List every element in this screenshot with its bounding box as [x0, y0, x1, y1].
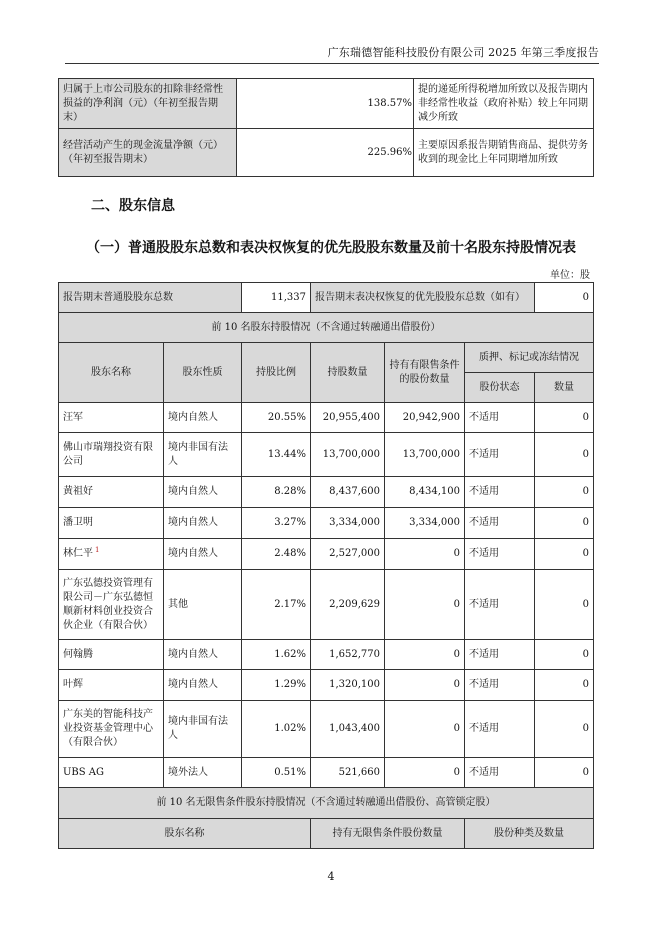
holder-restricted: 0 — [385, 570, 465, 640]
holder-count: 0 — [535, 539, 594, 570]
col-header-qty: 持股数量 — [311, 343, 385, 403]
holder-status: 不适用 — [465, 508, 535, 539]
holder-name: 何翰腾 — [59, 640, 164, 670]
table-row — [59, 79, 594, 129]
holder-nature: 境内非国有法人 — [164, 701, 242, 758]
holder-nature: 境内自然人 — [164, 539, 242, 570]
holder-ratio: 1.02% — [242, 701, 311, 758]
holder-status: 不适用 — [465, 670, 535, 701]
top10-title-row — [59, 313, 594, 343]
holder-status: 不适用 — [465, 570, 535, 640]
table-row — [59, 477, 594, 508]
footnote-marker[interactable]: 1 — [95, 545, 100, 554]
holder-status: 不适用 — [465, 477, 535, 508]
holder-name: 叶辉 — [59, 670, 164, 701]
total-holders-label: 报告期末普通股股东总数 — [59, 283, 242, 313]
unit-label: 单位：股 — [550, 270, 590, 281]
table-row — [59, 758, 594, 788]
unrestricted-col-name: 股东名称 — [59, 819, 311, 849]
holder-qty: 20,955,400 — [311, 403, 385, 433]
table-row — [59, 539, 594, 570]
reason-cell: 提的递延所得税增加所致以及报告期内非经常性收益（政府补贴）较上年同期减少所致 — [414, 79, 594, 129]
holder-nature: 境内自然人 — [164, 508, 242, 539]
holder-restricted: 13,700,000 — [385, 433, 465, 477]
page-number: 4 — [327, 870, 335, 883]
holder-nature: 境内自然人 — [164, 640, 242, 670]
holder-qty: 2,527,000 — [311, 539, 385, 570]
holder-restricted: 0 — [385, 539, 465, 570]
holder-status: 不适用 — [465, 640, 535, 670]
holder-qty: 8,437,600 — [311, 477, 385, 508]
holder-count: 0 — [535, 640, 594, 670]
table-row — [59, 508, 594, 539]
header-rule — [65, 63, 599, 64]
holder-qty: 1,320,100 — [311, 670, 385, 701]
holder-name: 广东美的智能科技产业投资基金管理中心（有限合伙） — [59, 701, 164, 758]
holder-count: 0 — [535, 670, 594, 701]
holder-ratio: 13.44% — [242, 433, 311, 477]
holder-count: 0 — [535, 570, 594, 640]
pref-holders-label: 报告期末表决权恢复的优先股股东总数（如有） — [311, 283, 535, 313]
holder-ratio: 1.29% — [242, 670, 311, 701]
holder-ratio: 2.48% — [242, 539, 311, 570]
table-row — [59, 670, 594, 701]
holder-count: 0 — [535, 701, 594, 758]
holder-name: 佛山市瑞翔投资有限公司 — [59, 433, 164, 477]
holder-nature: 境内自然人 — [164, 670, 242, 701]
holder-ratio: 1.62% — [242, 640, 311, 670]
reason-cell: 主要原因系报告期销售商品、提供劳务收到的现金比上年同期增加所致 — [414, 129, 594, 177]
holder-status: 不适用 — [465, 758, 535, 788]
holder-name: 汪军 — [59, 403, 164, 433]
report-header: 广东瑞德智能科技股份有限公司 2025 年第三季度报告 — [327, 46, 599, 59]
holder-restricted: 20,942,900 — [385, 403, 465, 433]
col-header-pledge: 质押、标记或冻结情况 — [465, 343, 594, 373]
col-header-ratio: 持股比例 — [242, 343, 311, 403]
change-reason-table — [58, 78, 594, 177]
holder-qty: 1,652,770 — [311, 640, 385, 670]
holder-name: 潘卫明 — [59, 508, 164, 539]
item-cell: 经营活动产生的现金流量净额（元）（年初至报告期末） — [59, 129, 237, 177]
unrestricted-title-row — [59, 788, 594, 819]
holder-qty: 3,334,000 — [311, 508, 385, 539]
col-header-restricted: 持有有限售条件的股份数量 — [385, 343, 465, 403]
ratio-cell: 225.96% — [237, 129, 414, 177]
holder-name: UBS AG — [59, 758, 164, 788]
col-header-name: 股东名称 — [59, 343, 164, 403]
holder-nature: 其他 — [164, 570, 242, 640]
unrestricted-col-qty: 持有无限售条件股份数量 — [311, 819, 465, 849]
section-title: 二、股东信息 — [91, 198, 175, 214]
holder-count: 0 — [535, 403, 594, 433]
subsection-title: （一）普通股股东总数和表决权恢复的优先股股东数量及前十名股东持股情况表 — [86, 240, 576, 256]
holder-nature: 境内自然人 — [164, 403, 242, 433]
holder-count: 0 — [535, 433, 594, 477]
holder-nature: 境内非国有法人 — [164, 433, 242, 477]
holder-count: 0 — [535, 758, 594, 788]
table-row — [59, 129, 594, 177]
unrestricted-header-row — [59, 819, 594, 849]
unrestricted-title: 前 10 名无限售条件股东持股情况（不含通过转融通出借股份、高管锁定股） — [59, 788, 594, 819]
table-row — [59, 403, 594, 433]
holder-nature: 境内自然人 — [164, 477, 242, 508]
holder-status: 不适用 — [465, 701, 535, 758]
total-holders-value: 11,337 — [242, 283, 311, 313]
holder-restricted: 8,434,100 — [385, 477, 465, 508]
table-row — [59, 640, 594, 670]
col-header-nature: 股东性质 — [164, 343, 242, 403]
holder-qty: 521,660 — [311, 758, 385, 788]
holder-name: 黄祖好 — [59, 477, 164, 508]
table-row — [59, 570, 594, 640]
holder-restricted: 0 — [385, 758, 465, 788]
holder-name — [59, 539, 164, 570]
holder-ratio: 3.27% — [242, 508, 311, 539]
header-row — [59, 343, 594, 373]
col-header-count: 数量 — [535, 373, 594, 403]
ratio-cell: 138.57% — [237, 79, 414, 129]
summary-row — [59, 283, 594, 313]
holder-ratio: 20.55% — [242, 403, 311, 433]
item-cell: 归属于上市公司股东的扣除非经常性损益的净利润（元）（年初至报告期末） — [59, 79, 237, 129]
top10-title: 前 10 名股东持股情况（不含通过转融通出借股份） — [59, 313, 594, 343]
pref-holders-value: 0 — [535, 283, 594, 313]
holder-status: 不适用 — [465, 539, 535, 570]
shareholder-table — [58, 282, 594, 849]
table-row — [59, 433, 594, 477]
holder-name: 广东弘德投资管理有限公司－广东弘德恒顺新材料创业投资合伙企业（有限合伙） — [59, 570, 164, 640]
holder-qty: 13,700,000 — [311, 433, 385, 477]
holder-restricted: 0 — [385, 640, 465, 670]
holder-nature: 境外法人 — [164, 758, 242, 788]
holder-count: 0 — [535, 477, 594, 508]
table-row — [59, 701, 594, 758]
holder-restricted: 0 — [385, 701, 465, 758]
holder-restricted: 0 — [385, 670, 465, 701]
holder-ratio: 0.51% — [242, 758, 311, 788]
holder-name-text: 林仁平 — [63, 548, 93, 559]
holder-qty: 1,043,400 — [311, 701, 385, 758]
unrestricted-col-type: 股份种类及数量 — [465, 819, 594, 849]
holder-restricted: 3,334,000 — [385, 508, 465, 539]
holder-ratio: 8.28% — [242, 477, 311, 508]
holder-status: 不适用 — [465, 403, 535, 433]
holder-status: 不适用 — [465, 433, 535, 477]
holder-qty: 2,209,629 — [311, 570, 385, 640]
holder-ratio: 2.17% — [242, 570, 311, 640]
holder-count: 0 — [535, 508, 594, 539]
col-header-status: 股份状态 — [465, 373, 535, 403]
